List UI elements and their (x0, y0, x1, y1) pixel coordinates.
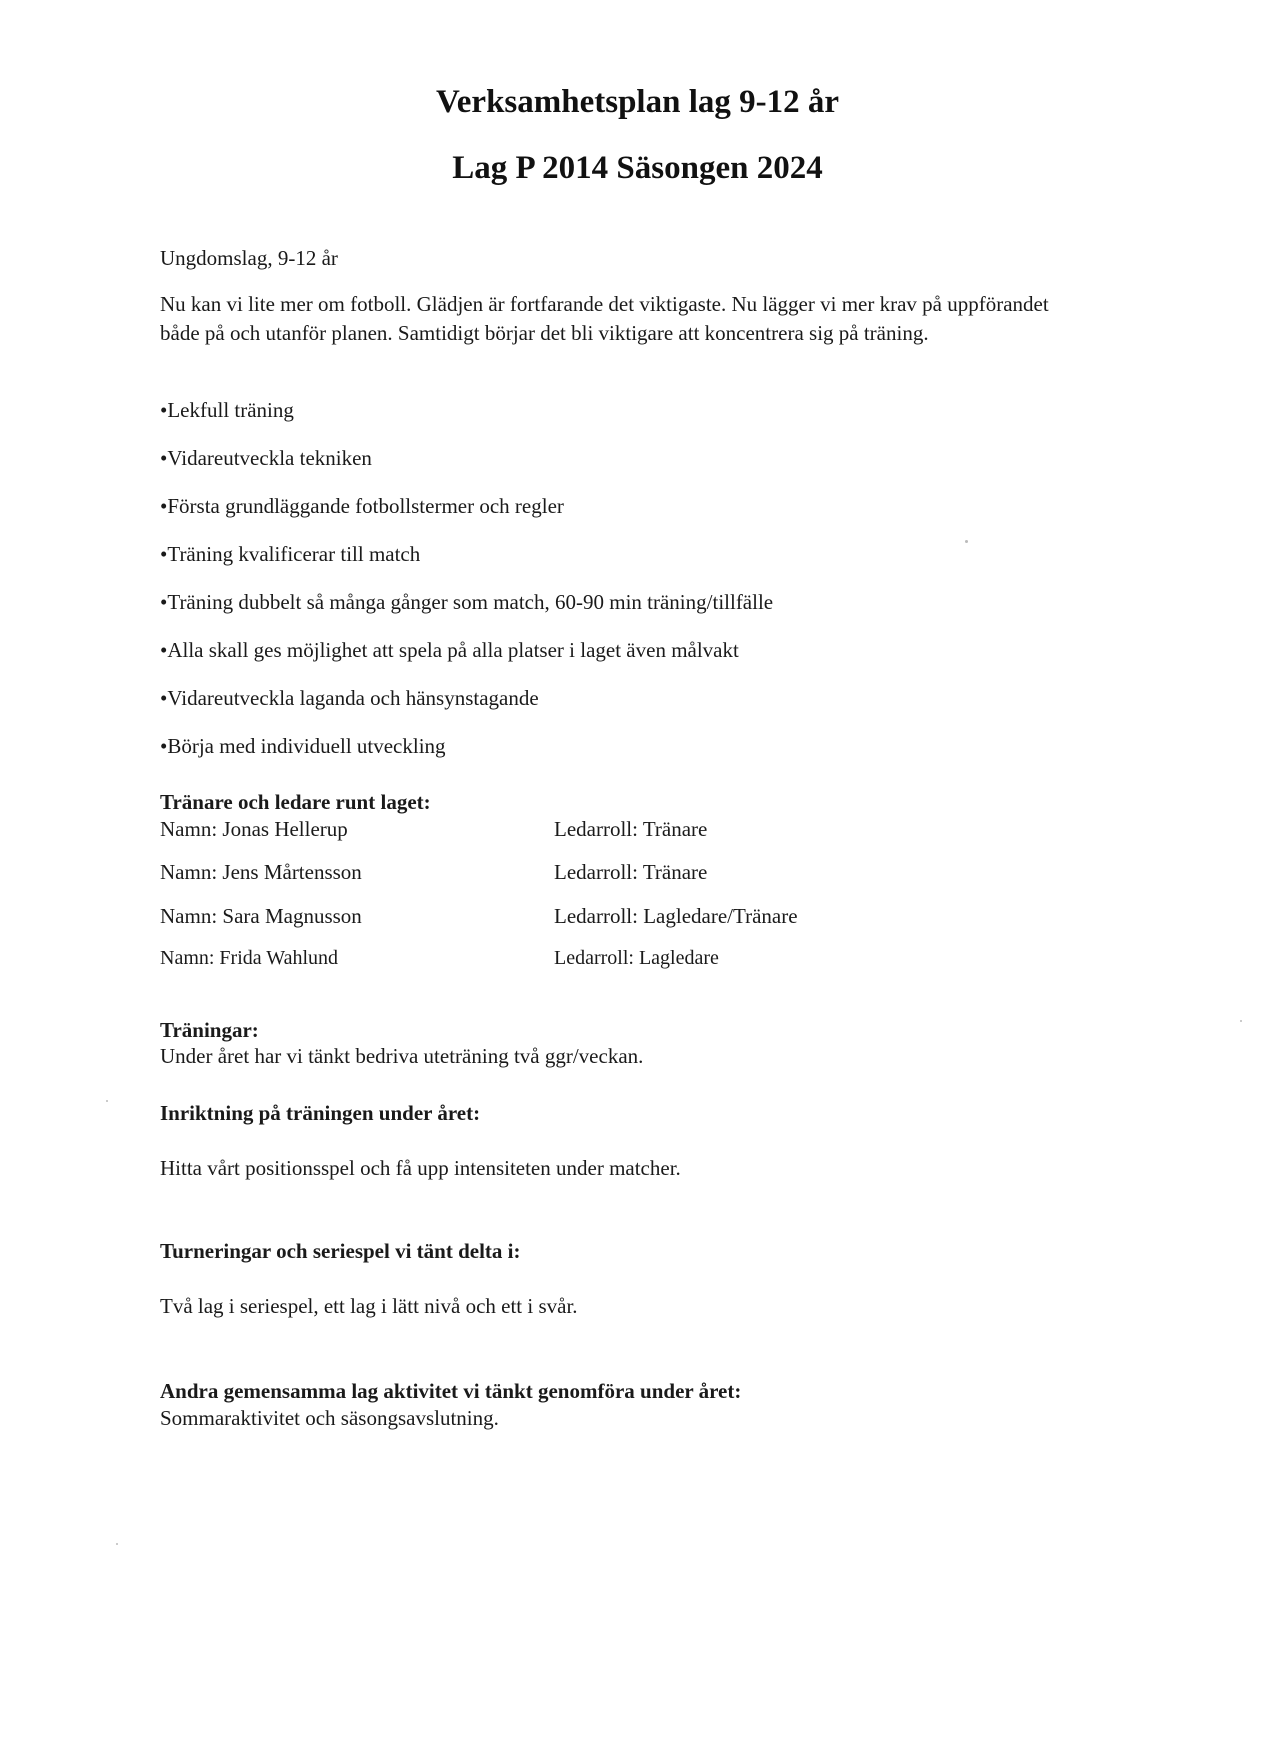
trainings-text: Under året har vi tänkt bedriva uteträning två ggr/veckan. (160, 1044, 644, 1068)
document-title: Verksamhetsplan lag 9-12 år (435, 84, 840, 120)
trainings-heading: Träningar: (160, 1018, 259, 1042)
leader-name: Namn: Jonas Hellerup (160, 817, 348, 841)
leader-role: Ledarroll: Tränare (554, 817, 708, 841)
tournaments-text: Två lag i seriespel, ett lag i lätt nivå och ett i svår. (160, 1294, 578, 1318)
bullet-item: •Alla skall ges möjlighet att spela på alla platser i laget även målvakt (160, 638, 739, 662)
intro-paragraph: Nu kan vi lite mer om fotboll. Glädjen är fortfarande det viktigaste. Nu lägger vi mer krav på uppförandet både på och utanför planen. Samtidigt börjar det bli viktigare att koncentrera sig på träning. (160, 292, 1049, 345)
leader-role: Ledarroll: Lagledare (554, 947, 719, 969)
tournaments-heading: Turneringar och seriespel vi tänt delta i: (160, 1239, 521, 1263)
leaders-heading: Tränare och ledare runt laget: (160, 790, 431, 814)
document-subtitle: Lag P 2014 Säsongen 2024 (452, 150, 823, 186)
focus-heading: Inriktning på träningen under året: (160, 1101, 481, 1125)
age-group-label: Ungdomslag, 9-12 år (160, 246, 338, 270)
leader-name: Namn: Sara Magnusson (160, 904, 362, 928)
leader-role: Ledarroll: Lagledare/Tränare (554, 904, 798, 928)
bullet-item: •Träning dubbelt så många gånger som match, 60-90 min träning/tillfälle (160, 590, 774, 614)
scan-speck (1240, 1020, 1242, 1022)
scan-speck (116, 1543, 118, 1545)
bullet-item: •Vidareutveckla laganda och hänsynstagande (160, 686, 539, 710)
bullet-item: •Lekfull träning (160, 398, 294, 422)
scan-speck (965, 540, 968, 543)
leader-role: Ledarroll: Tränare (554, 860, 708, 884)
activities-heading: Andra gemensamma lag aktivitet vi tänkt genomföra under året: (160, 1379, 742, 1403)
leader-name: Namn: Frida Wahlund (160, 947, 338, 969)
scan-speck (106, 1100, 108, 1102)
activities-text: Sommaraktivitet och säsongsavslutning. (160, 1406, 499, 1430)
bullet-item: •Träning kvalificerar till match (160, 542, 421, 566)
bullet-item: •Börja med individuell utveckling (160, 734, 446, 758)
bullet-item: •Vidareutveckla tekniken (160, 446, 372, 470)
leader-name: Namn: Jens Mårtensson (160, 860, 362, 884)
focus-text: Hitta vårt positionsspel och få upp intensiteten under matcher. (160, 1156, 681, 1180)
bullet-item: •Första grundläggande fotbollstermer och regler (160, 494, 564, 518)
